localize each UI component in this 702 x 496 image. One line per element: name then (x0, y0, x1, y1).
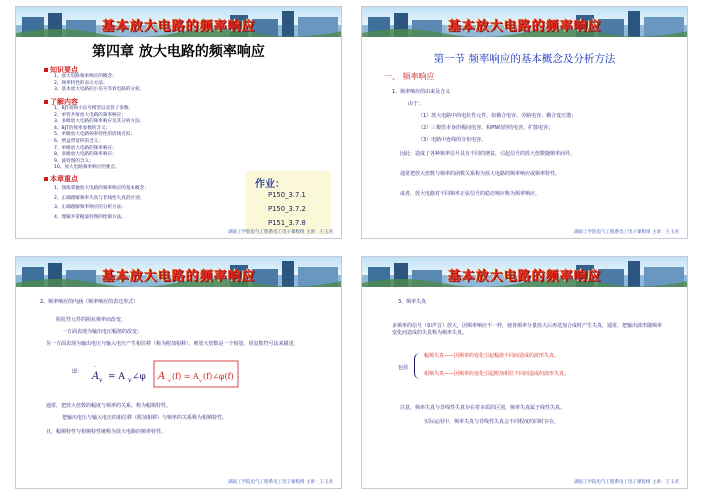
svg-text:(f) = A: (f) = A (172, 372, 199, 381)
homework-box (246, 171, 331, 234)
paragraph: 或者，放大电路对不同频率正弦信号的稳态响应称为频率响应。 (400, 191, 541, 197)
paragraph: 通常，把放大倍数的幅度与频率的关系，称为幅频特性。 (46, 403, 172, 409)
list-item: 6、增益带宽积的含义； (54, 138, 103, 144)
slide-footer: 湖南工学院电气工程系电工电子课程组 主讲：王玉君 (228, 230, 333, 235)
section-list (54, 106, 144, 172)
list-item: 1、放大电路频率响应的概念； (54, 74, 117, 79)
paragraph: 由于： (408, 101, 424, 107)
chapter-title: 第四章 放大电路的频率响应 (92, 44, 265, 60)
paragraph: 一方面表现为输出电压幅值的改变； (62, 329, 143, 335)
paragraph: 多频率的信号（如声音）放大，因频率响应不一样，使各频率分量放大后再迭加合成时产生失真，通常，把输出波形随频率变化而造成的失真称为频率失真。 (392, 323, 663, 336)
paragraph: （2）三极管本身的极间电容、和PN结的结电容、扩散电容； (418, 125, 553, 131)
section-title: 第一节 频率响应的基本概念及分析方法 (433, 53, 616, 65)
slide-banner (362, 7, 687, 37)
list-item: 7、单级放大电路的频率响应； (54, 145, 117, 151)
section-list (54, 184, 149, 222)
slide-banner (362, 257, 687, 287)
header-title: 基本放大电路的频率响应 (447, 19, 602, 34)
complex-gain-formula-icon (88, 357, 278, 393)
paragraph: 即： (72, 369, 83, 375)
svg-text:(f)∠φ(f): (f)∠φ(f) (203, 372, 234, 381)
svg-text:= A: = A (108, 372, 125, 382)
list-item: 4、理解并掌握波特图的绘制方法。 (54, 214, 126, 220)
section-list (54, 74, 144, 94)
paragraph: 2、频率响应的内涵（频率响应的表达形式） (40, 299, 139, 305)
paragraph: 阻抗性元件的阻抗频率而改变。 (56, 317, 127, 323)
paragraph: 注意，频率失真与非线性失真存在着本质的区别，频率失真属于线性失真。 (400, 405, 566, 411)
homework-title: 作业： (255, 179, 285, 190)
slide-4[interactable] (361, 256, 688, 489)
list-item: 2、单管共射放大电路的频率响应； (54, 112, 126, 118)
slide-footer: 湖南工学院电气工程系电工电子课程组 主讲：王玉君 (574, 230, 679, 235)
paragraph: （1）放大电路中的电抗性元件，如耦合电容、旁路电容、耦合变压器； (418, 113, 577, 119)
paragraph: 实际运用中，频率失真与非线性失真会不同程度的同时存在。 (424, 419, 560, 425)
slide-footer: 湖南工学院电气工程系电工电子课程组 主讲：王玉君 (228, 480, 333, 485)
bullet-square-icon (44, 100, 48, 104)
list-item: 3、多级放大电路的频率响应及其分析方法； (54, 119, 145, 125)
bullet-square-icon (44, 68, 48, 72)
list-item: 9、波特图的含义； (54, 158, 94, 164)
paragraph: 幅频失真——因频率的变化引起幅值不同而造成的波形失真。 (424, 353, 560, 359)
paragraph: （3）电路中连线的分布电容。 (418, 137, 487, 143)
list-item: 5、单级放大电路频率特性的折线近似； (54, 132, 136, 138)
paragraph: 包括 (398, 365, 409, 371)
paragraph: 另一方面表现为输出电压与输入电压产生相位移（称为附加相移），则放大倍数是一个相量，用复数符号法来描述。 (46, 341, 299, 347)
svg-text:A: A (158, 371, 166, 382)
slide-2[interactable] (361, 6, 688, 239)
homework-line: P150_3.7.1 (268, 191, 306, 199)
list-item: 2、正确理解频率失真与非线性失真的区别； (54, 195, 145, 201)
brace-icon (414, 353, 420, 379)
paragraph: 因此：造成了各种频率信号具有不同的增益，引起信号的放大倍数随频率而异。 (400, 151, 576, 157)
homework-line: P151_3.7.8 (268, 219, 306, 227)
section-heading: 知识要点 (44, 65, 78, 75)
slide-1[interactable] (15, 6, 342, 239)
list-item: 1、BJT高频小信号模型以及管子参数； (54, 106, 134, 111)
paragraph: 把输出电压与输入电压的相位移（附加相移）与频率的关系称为相频特性。 (62, 415, 228, 421)
list-item: 2、频率特性的表示方法； (54, 80, 108, 86)
paragraph: 1、频率响应的由来及含义 (392, 89, 451, 95)
section-heading: 本章重点 (44, 174, 78, 184)
header-title: 基本放大电路的频率响应 (101, 269, 256, 284)
paragraph: 相频失真——因频率的变化引起附加相位不同而造成的波形失真。 (424, 371, 570, 377)
bullet-square-icon (44, 177, 48, 181)
homework-line: P150_3.7.2 (268, 205, 306, 213)
svg-text:v: v (99, 377, 103, 384)
header-title: 基本放大电路的频率响应 (101, 19, 256, 34)
header-title: 基本放大电路的频率响应 (447, 269, 602, 284)
paragraph: 通常把放大倍数与频率的函数关系称为放大电路的频率响应或频率特性。 (400, 171, 561, 177)
list-item: 10、放大电路频率响应的要点。 (54, 165, 120, 171)
paragraph: 3、频率失真 (398, 299, 427, 305)
svg-text:v: v (168, 378, 171, 384)
svg-text:A: A (92, 371, 100, 382)
list-item: 4、BJT的频率参数的含义； (54, 125, 111, 131)
svg-text:·: · (94, 364, 96, 371)
section-heading: 了解内容 (44, 97, 78, 107)
slide-footer: 湖南工学院电气工程系电工电子课程组 主讲：王玉君 (574, 480, 679, 485)
formula (64, 357, 264, 393)
svg-text:∠φ: ∠φ (132, 372, 146, 382)
slide-3[interactable] (15, 256, 342, 489)
slide-banner (16, 257, 341, 287)
section-subtitle: 一、 频率响应 (384, 72, 435, 81)
svg-text:v: v (128, 377, 132, 384)
paragraph: 且，幅频特性与相频特性统称为放大电路的频率特性。 (46, 429, 167, 435)
list-item: 8、多级放大电路的频率响应； (54, 152, 117, 158)
list-item: 3、正确理解频率响应的分析方法； (54, 205, 126, 210)
list-item: 3、基本放大电路的小信号等效电路的分析。 (54, 87, 145, 93)
svg-text:v: v (199, 378, 202, 384)
slide-banner (16, 7, 341, 37)
list-item: 1、熟练掌握放大电路的频率响应的基本概念； (54, 186, 149, 191)
